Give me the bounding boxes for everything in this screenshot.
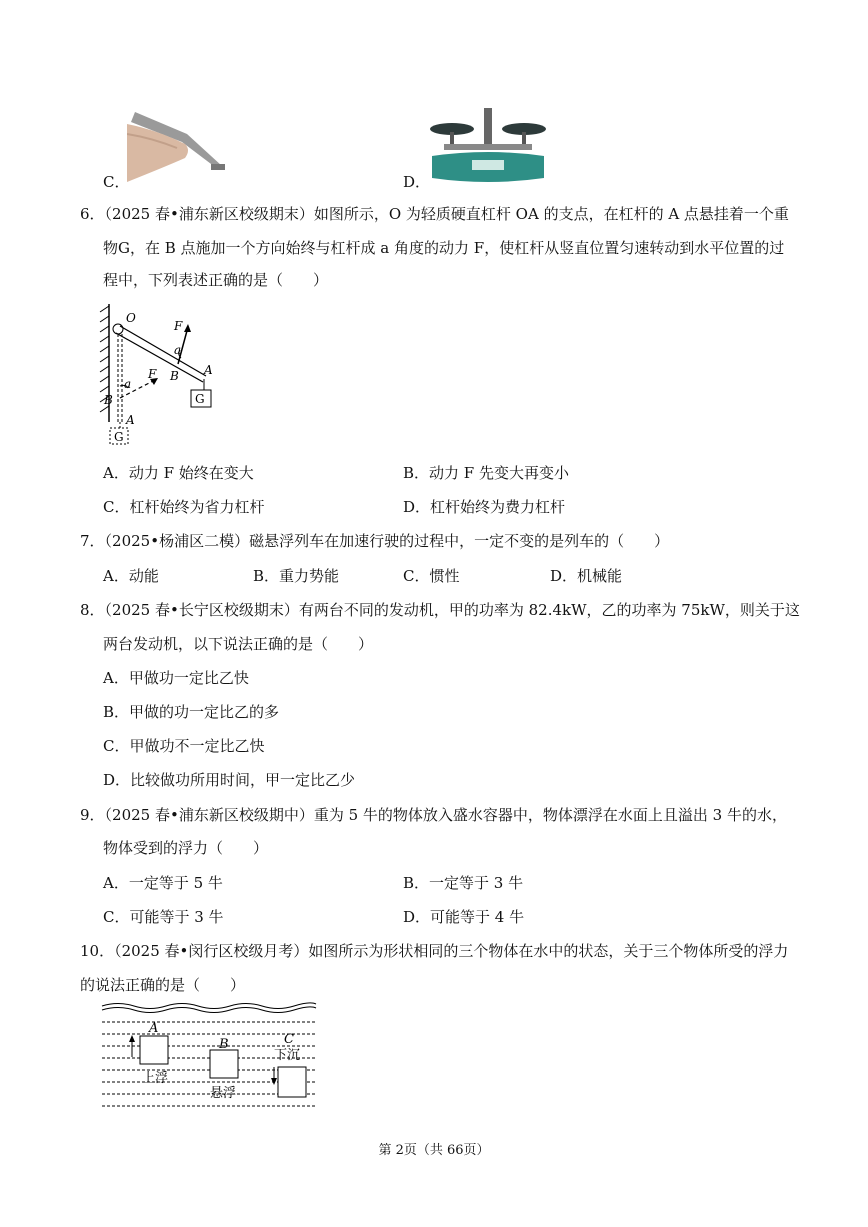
q8-stem-line2: 两台发动机，以下说法正确的是（ ） (103, 635, 374, 653)
label-g-bottom: G (114, 430, 124, 444)
q6-option-c: C．杠杆始终为省力杠杆 (103, 498, 265, 516)
q6-option-a: A．动力 F 始终在变大 (103, 464, 254, 482)
label-a-angle-bottom: a (124, 377, 132, 391)
label-f-dashed: F (148, 367, 157, 381)
q7-option-d: D．机械能 (550, 567, 623, 585)
q7-stem-line1: 7．（2025•杨浦区二模）磁悬浮列车在加速行驶的过程中，一定不变的是列车的（ ） (80, 532, 670, 550)
q9-stem-line1: 9．（2025 春•浦东新区校级期中）重为 5 牛的物体放入盛水容器中，物体漂浮在水面上且溢出 3 牛的水， (80, 806, 787, 824)
label-b-bottom: B (104, 393, 113, 407)
tweezers-image (127, 104, 227, 184)
q8-stem-line1: 8．（2025 春•长宁区校级期末）有两台不同的发动机，甲的功率为 82.4kW，乙的功率为 75kW，则关于这 (80, 601, 800, 619)
lever-diagram (98, 302, 228, 450)
page-footer: 第 2页（共 66页） (378, 1143, 490, 1158)
label-sink: 下沉 (274, 1048, 301, 1063)
q9-option-d: D．可能等于 4 牛 (403, 908, 525, 926)
q7-option-b: B．重力势能 (253, 567, 340, 585)
option-c-label: C． (103, 173, 130, 191)
label-suspend: 悬浮 (210, 1086, 237, 1101)
label-float: 上浮 (142, 1071, 169, 1086)
q8-option-a: A．甲做功一定比乙快 (103, 669, 249, 687)
label-a: A (149, 1021, 159, 1036)
label-f-top: F (174, 319, 183, 333)
option-d-label: D． (403, 173, 431, 191)
buoyancy-diagram (98, 997, 320, 1117)
label-b: B (219, 1037, 229, 1052)
q9-stem-line2: 物体受到的浮力（ ） (103, 839, 269, 857)
q10-stem-line2: 的说法正确的是（ ） (80, 976, 246, 994)
q6-stem-line1: 6．（2025 春•浦东新区校级期末）如图所示，O 为轻质硬直杠杆 OA 的支点，在杠杆的 A 点悬挂着一个重 (80, 205, 789, 223)
label-o: O (126, 311, 136, 325)
q9-option-a: A．一定等于 5 牛 (103, 874, 223, 892)
q9-option-c: C．可能等于 3 牛 (103, 908, 224, 926)
label-a-point: A (204, 363, 213, 377)
q8-option-c: C．甲做功不一定比乙快 (103, 737, 265, 755)
label-a-angle-top: a (174, 343, 182, 357)
q6-option-d: D．杠杆始终为费力杠杆 (403, 498, 566, 516)
label-b-top: B (170, 369, 179, 383)
label-c: C (284, 1032, 294, 1047)
q10-stem-line1: 10．（2025 春•闵行区校级月考）如图所示为形状相同的三个物体在水中的状态，关于三个物体所受的浮力 (80, 942, 789, 960)
q6-option-b: B．动力 F 先变大再变小 (403, 464, 569, 482)
q8-option-b: B．甲做的功一定比乙的多 (103, 703, 280, 721)
label-a-bottom: A (126, 413, 135, 427)
q7-option-c: C．惯性 (403, 567, 460, 585)
q7-option-a: A．动能 (103, 567, 159, 585)
q8-option-d: D．比较做功所用时间，甲一定比乙少 (103, 771, 356, 789)
q6-stem-line2: 物G，在 B 点施加一个方向始终与杠杆成 a 角度的动力 F，使杠杆从竖直位置匀速转动到水平位置的过 (103, 239, 785, 257)
q6-stem-line3: 程中，下列表述正确的是（ ） (103, 271, 329, 289)
balance-scale-image (428, 104, 548, 186)
label-g-top: G (195, 392, 205, 406)
q9-option-b: B．一定等于 3 牛 (403, 874, 524, 892)
